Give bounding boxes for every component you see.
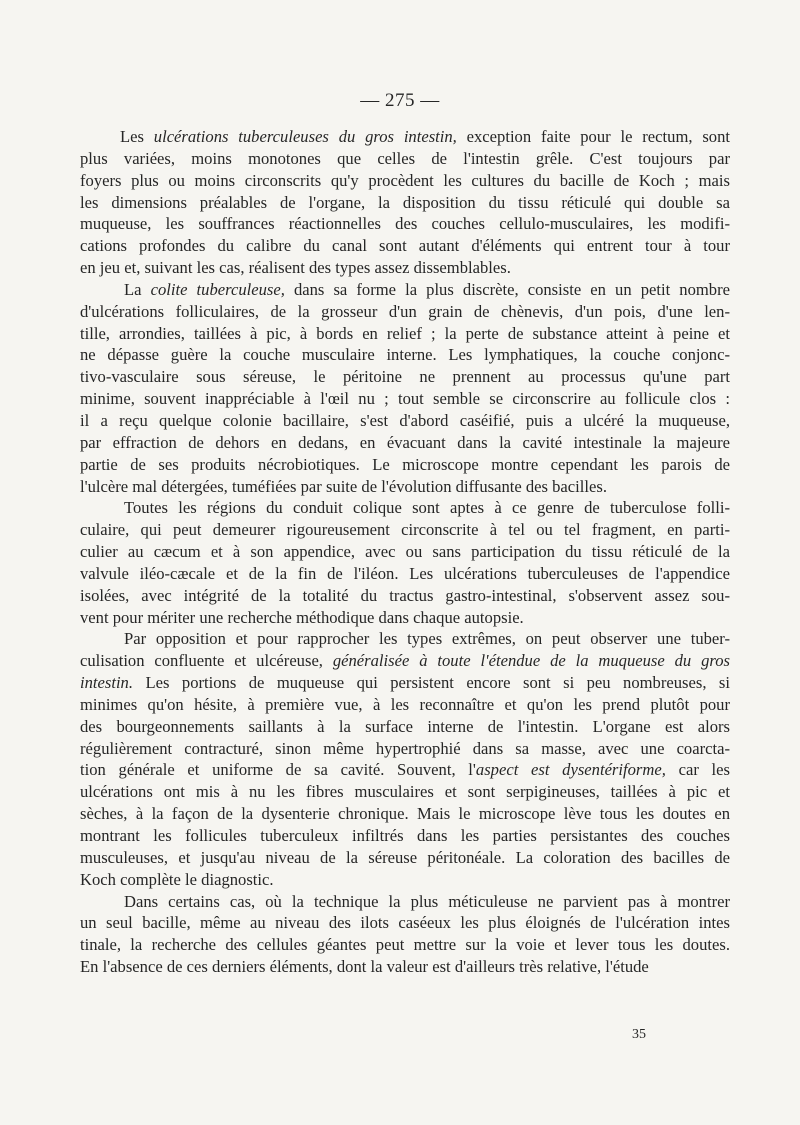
text-line: En l'absence de ces derniers éléments, dont la valeur est d'ailleurs très relative, l'étude — [80, 957, 649, 977]
italic-phrase: ulcérations tuberculeuses du gros intestin, — [153, 127, 457, 146]
paragraph — [80, 126, 730, 279]
text-line: musculeuses, et jusqu'au niveau de la séreuse péritonéale. La coloration des bacilles de — [80, 847, 730, 867]
text-line: tinale, la recherche des cellules géantes peut mettre sur la voie et lever tous les doutes. — [80, 935, 730, 955]
paragraph — [80, 891, 730, 978]
text-line: plus variées, moins monotones que celles de l'intestin grêle. C'est toujours par — [80, 148, 730, 168]
text-line: valvule iléo-cæcale et de la fin de l'iléon. Les ulcérations tuberculeuses de l'appendice — [80, 563, 730, 583]
italic-phrase: colite tuberculeuse, — [150, 279, 285, 299]
text-line: des bourgeonnements saillants à la surface interne de l'intestin. L'organe est alors — [80, 716, 730, 736]
text-line: minimes qu'on hésite, à première vue, à les reconnaître et qu'on les prend plutôt pour — [80, 694, 730, 714]
text-line: Toutes les régions du conduit colique sont aptes à ce genre de tuberculose folli- — [124, 498, 730, 518]
text-line: intestin. Les portions de muqueuse qui persistent encore sont si peu nombreuses, si — [80, 673, 730, 693]
signature-mark: 35 — [632, 1027, 646, 1042]
text-line: Koch complète le diagnostic. — [80, 869, 274, 889]
paragraph — [80, 279, 730, 497]
text-line: foyers plus ou moins circonscrits qu'y procèdent les cultures du bacille de Koch ; mais — [80, 170, 730, 190]
text-line: tivo-vasculaire sous séreuse, le péritoine ne prennent au processus qu'une part — [80, 367, 730, 387]
text-line: Dans certains cas, où la technique la plus méticuleuse ne parvient pas à montrer — [124, 891, 730, 911]
paragraph — [80, 628, 730, 890]
text-line: ne dépasse guère la couche musculaire interne. Les lymphatiques, la couche conjonc- — [80, 345, 730, 365]
text-line: minime, souvent inappréciable à l'œil nu ; tout semble se circonscrire au follicule clos : — [80, 389, 730, 409]
text-line: d'ulcérations folliculaires, de la grosseur d'un grain de chènevis, d'un pois, d'une len- — [80, 301, 730, 321]
italic-phrase: intestin. — [80, 673, 134, 693]
text-line: montrant les follicules tuberculeux infiltrés dans les parties persistantes des couches — [80, 826, 730, 845]
text-line: tion générale et uniforme de sa cavité. Souvent, l'aspect est dysentériforme, car les — [80, 760, 730, 780]
text-line: Les ulcérations tuberculeuses du gros intestin, exception faite pour le rectum, sont — [120, 127, 730, 146]
text-line: il a reçu quelque colonie bacillaire, s'est d'abord caséifié, puis a ulcéré la muqueuse, — [80, 410, 730, 430]
body-text — [80, 126, 730, 978]
text-line: vent pour mériter une recherche méthodique dans chaque autopsie. — [80, 607, 524, 627]
text-line: ulcérations ont mis à nu les fibres musculaires et sont serpigineuses, taillées à pic et — [80, 782, 730, 802]
italic-phrase: généralisée à toute l'étendue de la muqueuse du gros — [332, 651, 730, 671]
text-line: Par opposition et pour rapprocher les types extrêmes, on peut observer une tuber- — [124, 629, 730, 649]
text-line: culier au cæcum et à son appendice, avec ou sans participation du tissu réticulé de la — [80, 542, 730, 562]
text-line: régulièrement contracturé, sinon même hypertrophié dans sa masse, avec une coarcta- — [80, 738, 730, 758]
paragraph — [80, 497, 730, 628]
text-line: les dimensions préalables de l'organe, la disposition du tissu réticulé qui double sa — [80, 192, 730, 212]
text-line: La colite tuberculeuse, dans sa forme la plus discrète, consiste en un petit nombre — [124, 279, 730, 299]
text-line: en jeu et, suivant les cas, réalisent des types assez dissemblables. — [80, 258, 511, 278]
text-line: sèches, à la façon de la dysenterie chronique. Mais le microscope lève tous les doutes en — [80, 804, 730, 824]
text-line: un seul bacille, même au niveau des ilots caséeux les plus éloignés de l'ulcération intes — [80, 913, 730, 933]
text-line: isolées, avec intégrité de la totalité du tractus gastro-intestinal, s'observent assez sou- — [80, 585, 730, 605]
italic-phrase: aspect est dysentériforme, — [475, 760, 666, 780]
text-line: culisation confluente et ulcéreuse, généralisée à toute l'étendue de la muqueuse du gros — [80, 651, 730, 671]
text-line: l'ulcère mal détergées, tuméfiées par suite de l'évolution diffusante des bacilles. — [80, 476, 607, 496]
text-line: culaire, qui peut demeurer rigoureusement circonscrite à tel ou tel fragment, en parti- — [80, 520, 730, 540]
text-line: par effraction de dehors en dedans, en évacuant dans la cavité intestinale la majeure — [80, 432, 730, 452]
text-line: cations profondes du calibre du canal sont autant d'éléments qui entrent tour à tour — [80, 236, 730, 256]
text-line: muqueuse, les souffrances réactionnelles des couches cellulo-musculaires, les modifi- — [80, 214, 730, 234]
text-line: partie de ses produits nécrobiotiques. Le microscope montre cependant les parois de — [80, 454, 730, 474]
text-line: tille, arrondies, taillées à pic, à bords en relief ; la perte de substance atteint à peine et — [80, 323, 730, 343]
page-number: — 275 — — [360, 90, 440, 111]
